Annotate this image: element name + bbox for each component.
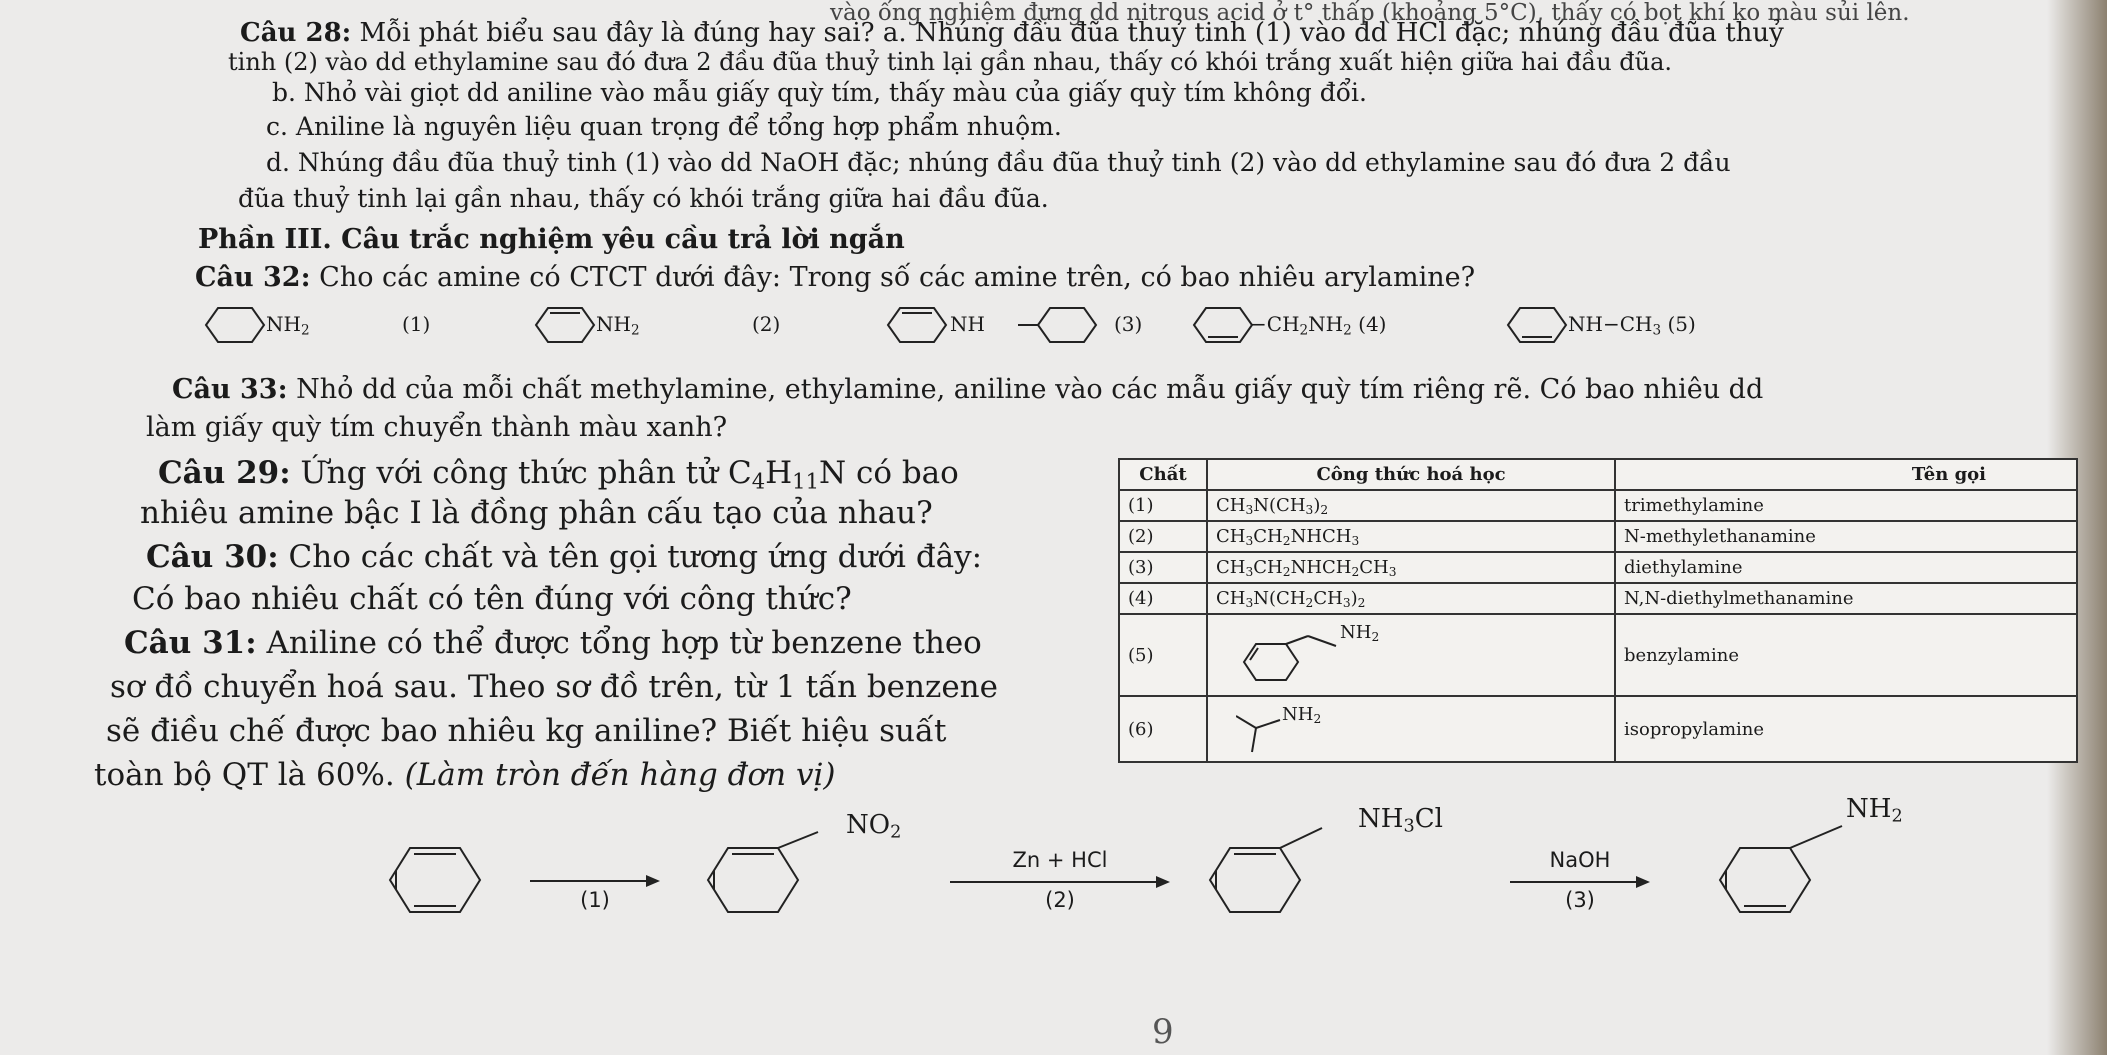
table-row: (6) $NH_2$ isopropylamine	[1119, 696, 2077, 762]
table-row: (2) $CH_3CH_2NHCH_3$ N-methylethanamine	[1119, 521, 2077, 552]
reaction-scheme	[380, 794, 1940, 936]
benzene-ring-icon	[196, 300, 276, 350]
q30-line2: Có bao nhiêu chất có tên đúng với công thức?	[132, 581, 852, 617]
q28-d1: d. Nhúng đầu đũa thuỷ tinh (1) vào dd NaOH đặc; nhúng đầu đũa thuỷ tinh (2) vào dd ethylamine sau đó đưa 2 đầu	[266, 148, 1731, 177]
amine-structure-2: $NH_2$ (2)	[526, 300, 806, 350]
table-row: (1) $CH_3N(CH_3)_2$ trimethylamine	[1119, 490, 2077, 521]
no2-label: $NO_2$	[846, 810, 902, 843]
q28-label: Câu 28:	[240, 18, 352, 48]
aniline-icon	[1710, 826, 1860, 926]
amine-structure-4: $-CH_2NH_2$ (4)	[1184, 300, 1444, 350]
q28-b: b. Nhỏ vài giọt dd aniline vào mẫu giấy quỳ tím, thấy màu của giấy quỳ tím không đổi.	[272, 78, 1367, 107]
q31-line2: sơ đồ chuyển hoá sau. Theo sơ đồ trên, từ 1 tấn benzene	[110, 669, 998, 705]
q29-label: Câu 29:	[158, 455, 291, 491]
table-header: Công thức hoá học	[1207, 459, 1615, 490]
formula-cell: $CH_3CH_2NHCH_3$	[1207, 521, 1615, 552]
formula-cell: $CH_3N(CH_2CH_3)_2$	[1207, 583, 1615, 614]
benzene-icon	[380, 840, 480, 930]
arrow-step-3: NaOH (3)	[1510, 848, 1650, 918]
arrow-step-1: (1)	[530, 874, 660, 914]
compound-table	[1118, 458, 2078, 763]
header-line: vào ống nghiệm đựng dd nitrous acid ở t° thấp (khoảng 5°C), thấy có bọt khí ko màu sủi lên.	[830, 0, 1910, 26]
diphenyl-rings-icon	[878, 300, 1108, 350]
formula-cell: $NH_2$	[1207, 696, 1615, 762]
table-row: (5) $NH_2$ benzylamine	[1119, 614, 2077, 696]
table-header: Tên gọi	[1615, 459, 2077, 490]
benzene-ring-icon	[1498, 300, 1578, 350]
q33-line2: làm giấy quỳ tím chuyển thành màu xanh?	[146, 412, 728, 443]
table-header-row	[1119, 459, 2077, 490]
q31-line1: Câu 31: Aniline có thể được tổng hợp từ benzene theo	[124, 625, 982, 661]
q32-line: Câu 32: Cho các amine có CTCT dưới đây: Trong số các amine trên, có bao nhiêu arylamine?	[195, 262, 1476, 293]
q32-label: Câu 32:	[195, 262, 311, 293]
q29-line2: nhiêu amine bậc I là đồng phân cấu tạo của nhau?	[140, 495, 933, 531]
page-number: 9	[1152, 1012, 1174, 1052]
q31-label: Câu 31:	[124, 625, 257, 661]
part3-title: Phần III. Câu trắc nghiệm yêu cầu trả lời ngắn	[198, 224, 905, 255]
q29-line1: Câu 29: Ứng với công thức phân tử $C_4H_{11}N$ có bao	[158, 455, 959, 494]
q31-line3: sẽ điều chế được bao nhiêu kg aniline? Biết hiệu suất	[106, 713, 947, 749]
q28-line2: tinh (2) vào dd ethylamine sau đó đưa 2 đầu đũa thuỷ tinh lại gần nhau, thấy có khói trắng xuất hiện giữa hai đầu đũa.	[228, 48, 1673, 76]
formula-cell: $CH_3N(CH_3)_2$	[1207, 490, 1615, 521]
q28-d2: đũa thuỷ tinh lại gần nhau, thấy có khói trắng giữa hai đầu đũa.	[238, 184, 1049, 213]
amine-structure-3: NH (3)	[878, 300, 1168, 350]
q30-label: Câu 30:	[146, 539, 279, 575]
q31-line4: toàn bộ QT là 60%. (Làm tròn đến hàng đơn vị)	[94, 757, 836, 793]
table-header: Chất	[1119, 459, 1207, 490]
table-row: (3) $CH_3CH_2NHCH_2CH_3$ diethylamine	[1119, 552, 2077, 583]
nh3cl-label: $NH_3Cl$	[1358, 804, 1443, 837]
anilinium-chloride-icon	[1200, 826, 1340, 926]
nh2-label: $NH_2$	[1846, 794, 1903, 827]
table-row: (4) $CH_3N(CH_2CH_3)_2$ N,N-diethylmethanamine	[1119, 583, 2077, 614]
amine-structure-1: $NH_2$ (1)	[196, 300, 456, 350]
nitrobenzene-icon	[698, 832, 828, 922]
q33-line1: Câu 33: Nhỏ dd của mỗi chất methylamine, ethylamine, aniline vào các mẫu giấy quỳ tím riêng rẽ. Có bao nhiêu dd	[172, 374, 1764, 405]
arrow-step-2: Zn + HCl (2)	[950, 848, 1170, 918]
q28-line1: Câu 28: Mỗi phát biểu sau đây là đúng hay sai? a. Nhúng đầu đũa thuỷ tinh (1) vào dd HCl đặc; nhúng đầu đũa thuỷ	[240, 18, 1784, 48]
benzene-ring-icon	[526, 300, 606, 350]
amine-structure-5: $NH-CH_3$ (5)	[1498, 300, 1798, 350]
q30-line1: Câu 30: Cho các chất và tên gọi tương ứng dưới đây:	[146, 539, 983, 575]
formula-cell: $CH_3CH_2NHCH_2CH_3$	[1207, 552, 1615, 583]
q33-label: Câu 33:	[172, 374, 288, 405]
formula-cell: $NH_2$	[1207, 614, 1615, 696]
q28-c: c. Aniline là nguyên liệu quan trọng để tổng hợp phẩm nhuộm.	[266, 112, 1062, 141]
